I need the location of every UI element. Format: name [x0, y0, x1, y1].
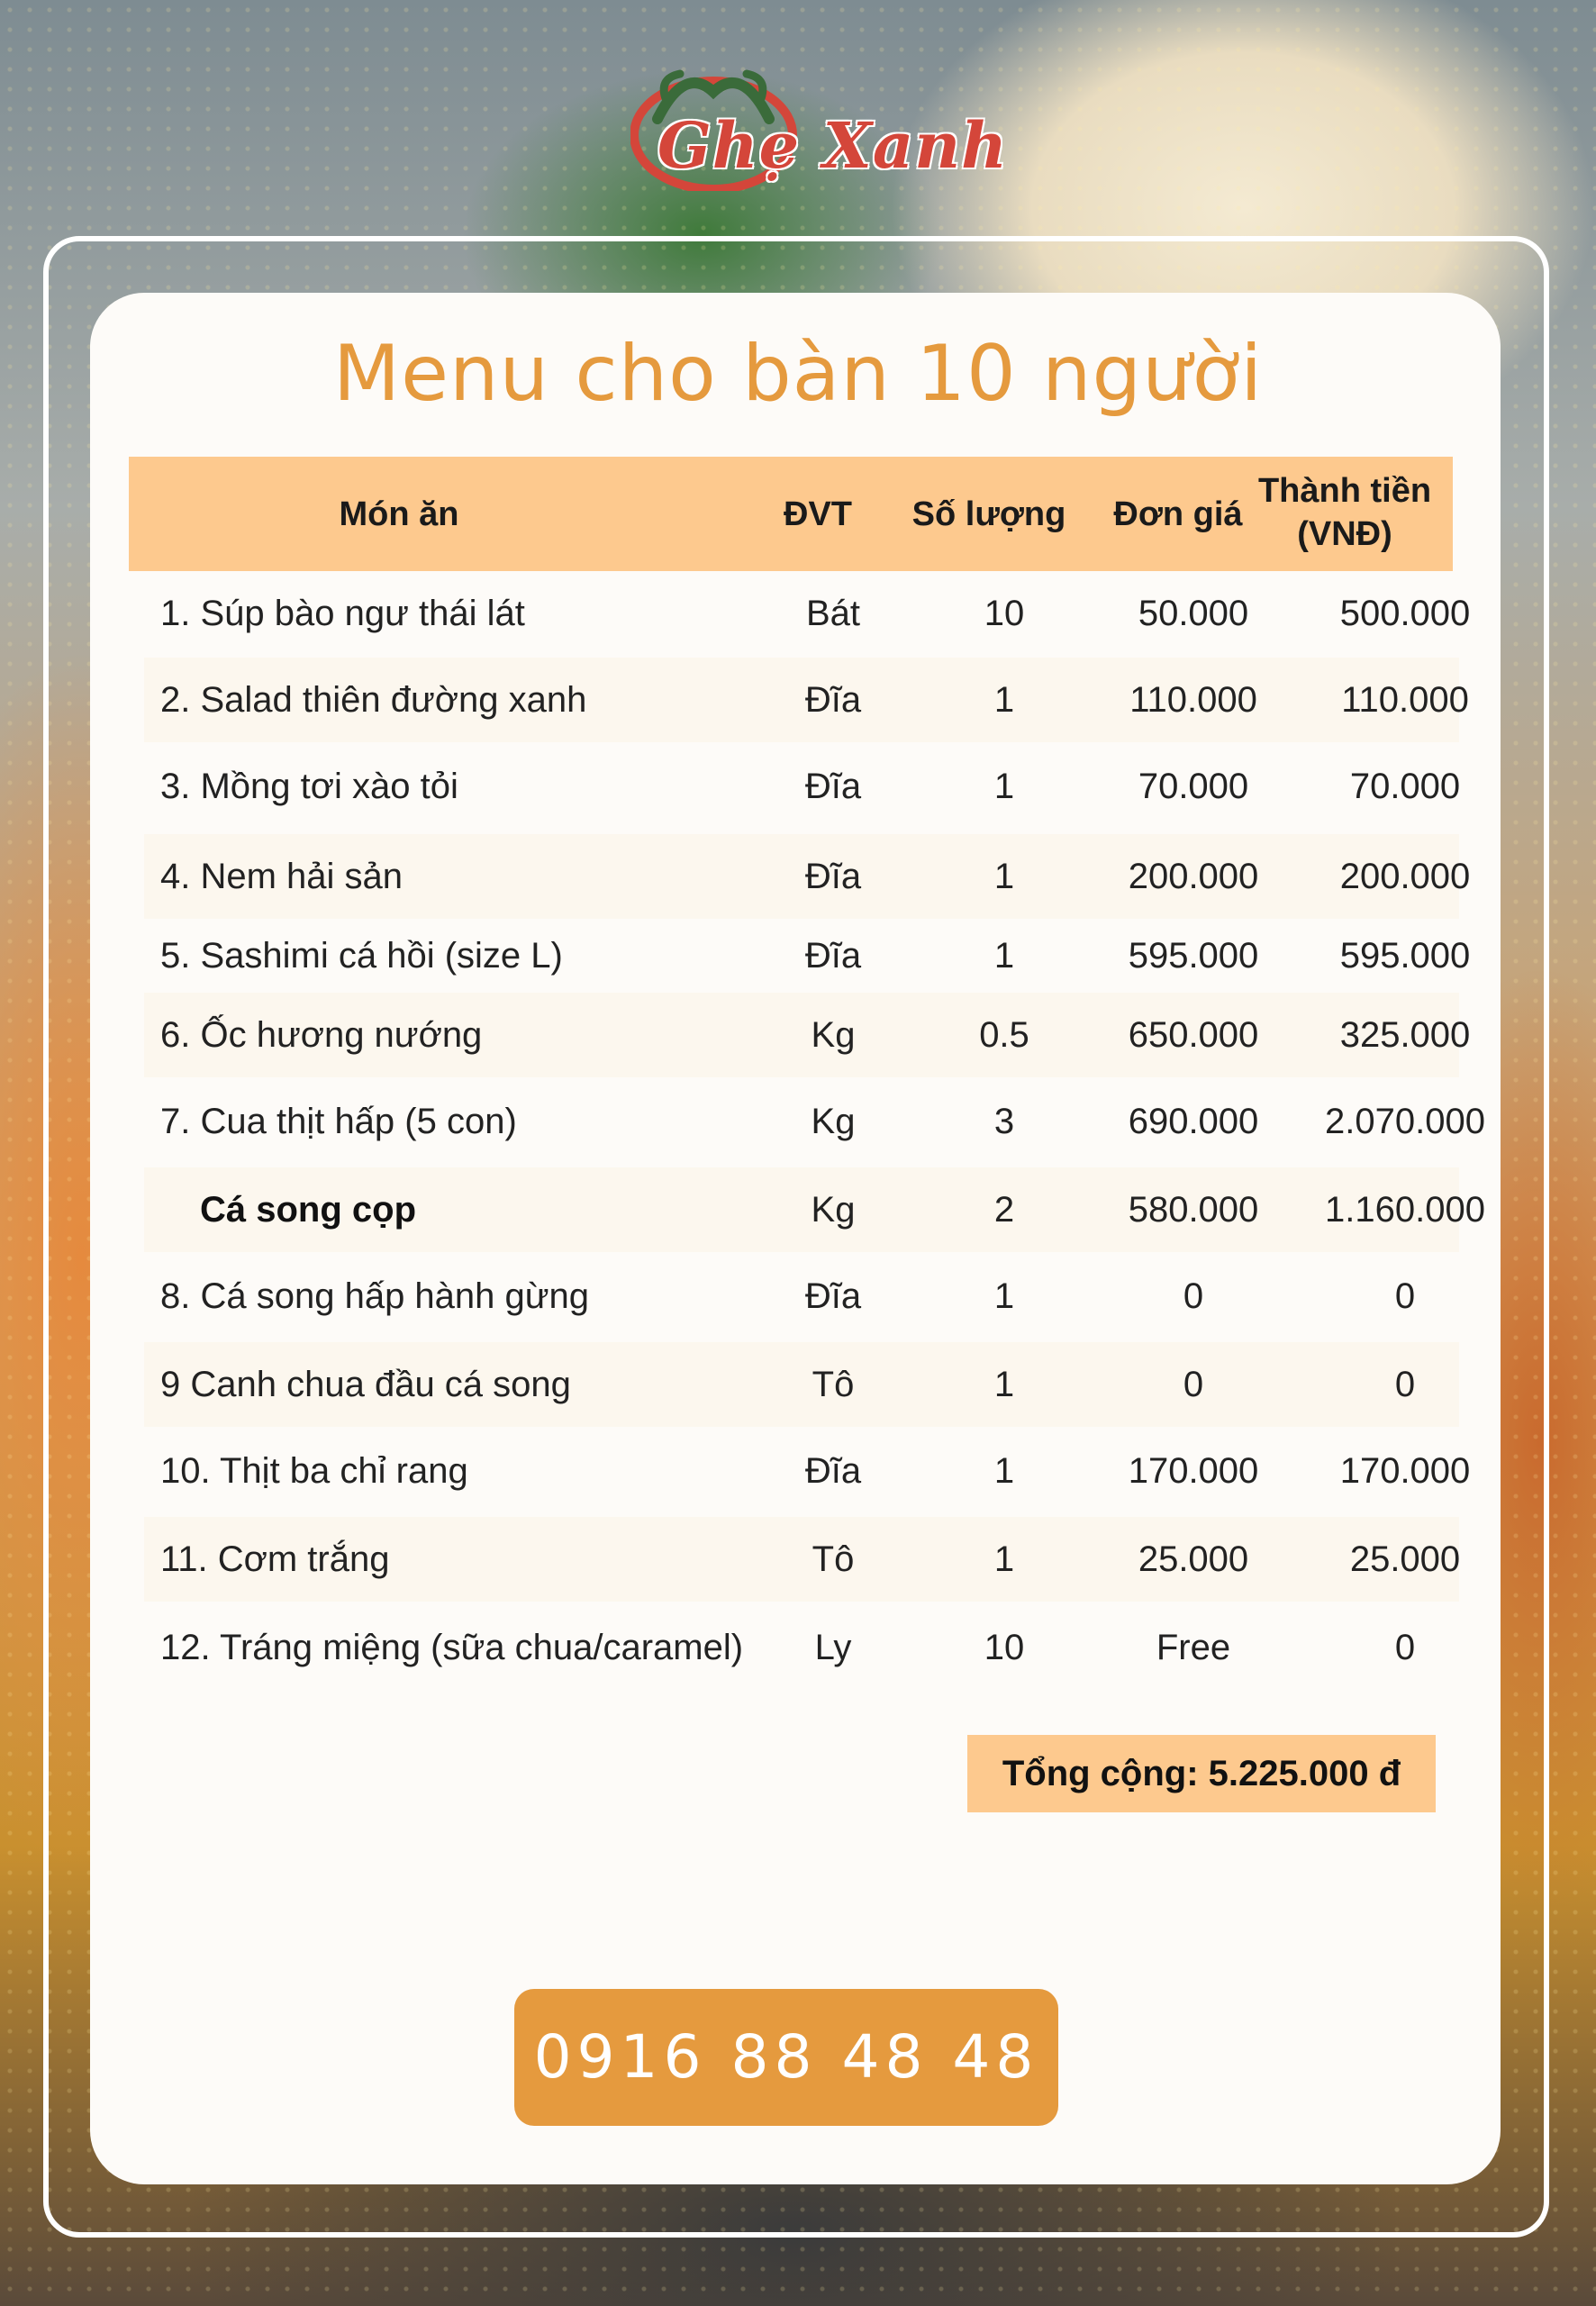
dish-qty: 1	[993, 857, 1015, 896]
dish-qty: 1	[993, 936, 1015, 976]
dish-total: 0	[1394, 1628, 1416, 1667]
table-row	[144, 1167, 1485, 1252]
dish-qty: 3	[993, 1102, 1015, 1141]
table-row	[144, 1342, 1459, 1427]
dish-unit: Kg	[811, 1015, 856, 1055]
dish-unit: Kg	[811, 1102, 856, 1141]
dish-total: 25.000	[1349, 1539, 1461, 1579]
dish-total: 595.000	[1339, 936, 1471, 976]
dish-qty: 10	[984, 1628, 1025, 1667]
dish-price: 580.000	[1128, 1190, 1259, 1230]
dish-total: 170.000	[1339, 1451, 1471, 1491]
dish-unit: Đĩa	[804, 1276, 862, 1316]
dish-name: 12. Tráng miệng (sữa chua/caramel)	[160, 1628, 744, 1667]
dish-qty: 1	[993, 767, 1015, 806]
dish-name: 10. Thịt ba chỉ rang	[160, 1451, 468, 1491]
dish-price: 170.000	[1128, 1451, 1259, 1491]
header-price: Đơn giá	[1113, 495, 1243, 533]
dish-unit: Ly	[814, 1628, 852, 1667]
header-unit: ĐVT	[784, 495, 852, 533]
dish-unit: Tô	[812, 1365, 855, 1404]
table-row	[144, 834, 1471, 919]
table-row	[144, 993, 1471, 1077]
dish-name: 9 Canh chua đầu cá song	[160, 1365, 571, 1404]
table-row	[144, 913, 1471, 998]
dish-qty: 1	[993, 1451, 1015, 1491]
table-header	[129, 457, 1453, 571]
dish-price: 50.000	[1138, 594, 1249, 633]
dish-qty: 10	[984, 594, 1025, 633]
dish-unit: Đĩa	[804, 857, 862, 896]
dish-unit: Bát	[805, 594, 861, 633]
dish-total: 0	[1394, 1276, 1416, 1316]
dish-name: 8. Cá song hấp hành gừng	[160, 1276, 590, 1316]
dish-name: 5. Sashimi cá hồi (size L)	[160, 936, 563, 976]
dish-unit: Tô	[812, 1539, 855, 1579]
dish-name: 7. Cua thịt hấp (5 con)	[160, 1102, 517, 1141]
dish-qty: 1	[993, 680, 1015, 720]
header-total-line2: (VNĐ)	[1297, 515, 1392, 553]
phone-button[interactable]: 0916 88 48 48	[514, 1989, 1058, 2126]
dish-total: 1.160.000	[1325, 1190, 1485, 1230]
dish-total: 0	[1394, 1365, 1416, 1404]
brand-logo	[630, 56, 1009, 191]
dish-name: 2. Salad thiên đường xanh	[160, 680, 587, 720]
dish-price: 0	[1183, 1365, 1204, 1404]
dish-price: 200.000	[1128, 857, 1259, 896]
dish-unit: Đĩa	[804, 680, 862, 720]
dish-price: Free	[1156, 1628, 1231, 1667]
dish-price: 0	[1183, 1276, 1204, 1316]
table-row	[144, 658, 1469, 742]
dish-name: 6. Ốc hương nướng	[160, 1015, 483, 1055]
dish-total: 110.000	[1341, 680, 1469, 720]
table-row	[144, 571, 1471, 656]
dish-price: 25.000	[1138, 1539, 1249, 1579]
dish-name: Cá song cọp	[200, 1190, 417, 1230]
dish-name: 11. Cơm trắng	[160, 1539, 390, 1579]
dish-total: 2.070.000	[1325, 1102, 1485, 1141]
dish-total: 500.000	[1339, 594, 1471, 633]
table-row	[144, 1079, 1485, 1164]
dish-name: 1. Súp bào ngư thái lát	[160, 594, 525, 633]
dish-unit: Đĩa	[804, 767, 862, 806]
dish-unit: Đĩa	[804, 1451, 862, 1491]
dish-total: 70.000	[1349, 767, 1461, 806]
dish-price: 650.000	[1128, 1015, 1259, 1055]
dish-qty: 1	[993, 1365, 1015, 1404]
dish-qty: 2	[993, 1190, 1015, 1230]
dish-qty: 1	[993, 1276, 1015, 1316]
table-row	[144, 1429, 1471, 1513]
header-total	[1237, 469, 1453, 556]
dish-unit: Đĩa	[804, 936, 862, 976]
table-row	[144, 1605, 1459, 1690]
dish-total: 200.000	[1339, 857, 1471, 896]
header-total-line1: Thành tiền	[1257, 472, 1432, 510]
dish-qty: 1	[993, 1539, 1015, 1579]
dish-unit: Kg	[811, 1190, 856, 1230]
dish-qty: 0.5	[979, 1015, 1029, 1055]
menu-title: Menu cho bàn 10 người	[332, 329, 1264, 419]
brand-name: Ghẹ Xanh	[657, 108, 1009, 183]
dish-price: 110.000	[1129, 680, 1257, 720]
dish-name: 3. Mồng tơi xào tỏi	[160, 767, 458, 806]
dish-price: 70.000	[1138, 767, 1249, 806]
header-dish: Món ăn	[339, 495, 459, 533]
header-qty: Số lượng	[911, 495, 1066, 533]
dish-name: 4. Nem hải sản	[160, 857, 404, 896]
dish-total: 325.000	[1339, 1015, 1471, 1055]
table-row	[144, 744, 1459, 829]
dish-price: 690.000	[1128, 1102, 1259, 1141]
grand-total: Tổng cộng: 5.225.000 đ	[967, 1735, 1436, 1812]
table-row	[144, 1254, 1459, 1339]
dish-price: 595.000	[1128, 936, 1259, 976]
table-row	[144, 1517, 1459, 1602]
